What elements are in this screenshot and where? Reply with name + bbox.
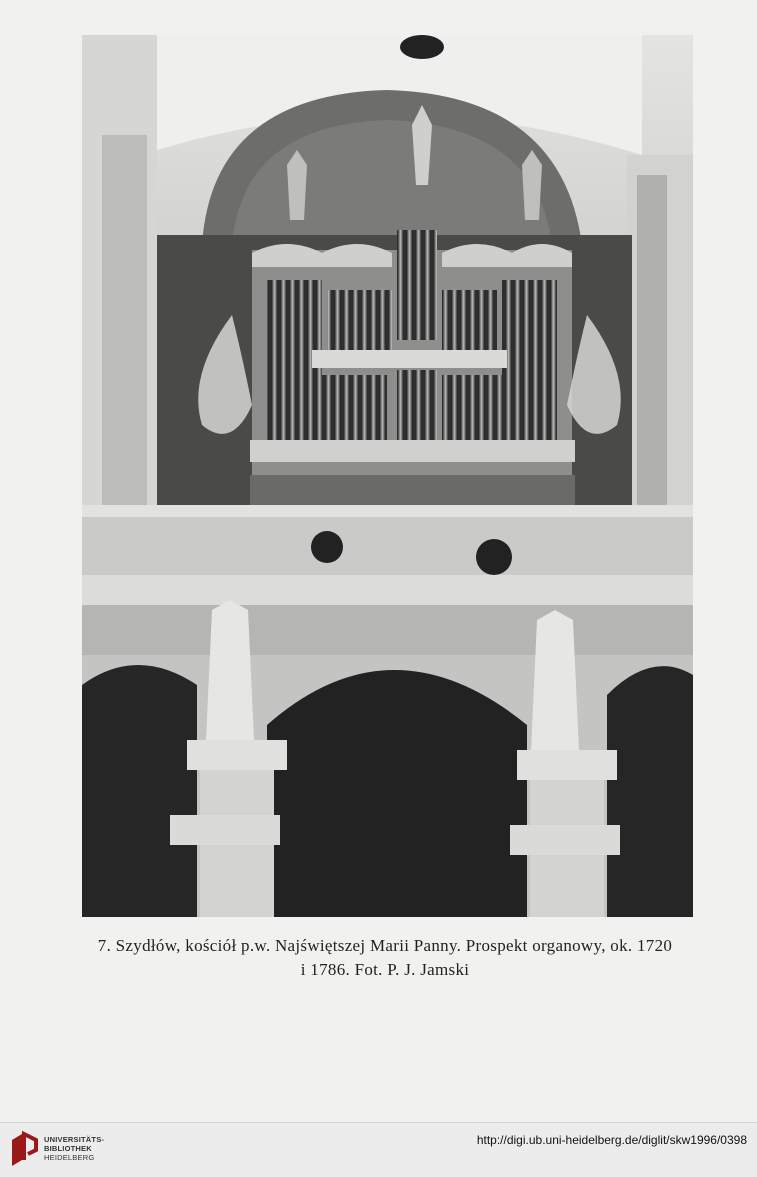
library-name-line-2: BIBLIOTHEK: [44, 1144, 92, 1153]
library-name-line-3: HEIDELBERG: [44, 1153, 95, 1162]
caption-line-1: 7. Szydłów, kościół p.w. Najświętszej Marii Panny. Prospekt organowy, ok. 1720: [97, 936, 673, 955]
organ-photograph: [82, 35, 693, 917]
library-name-line-1: UNIVERSITÄTS-: [44, 1135, 105, 1144]
library-name: [44, 1135, 104, 1162]
library-logo-icon: [8, 1130, 42, 1170]
source-url-link[interactable]: http://digi.ub.uni-heidelberg.de/diglit/skw1996/0398: [476, 1133, 747, 1147]
organ-photo-illustration: [82, 35, 693, 917]
library-footer: [0, 1122, 757, 1177]
figure-caption: [60, 934, 710, 982]
caption-line-2: i 1786. Fot. P. J. Jamski: [300, 960, 470, 979]
